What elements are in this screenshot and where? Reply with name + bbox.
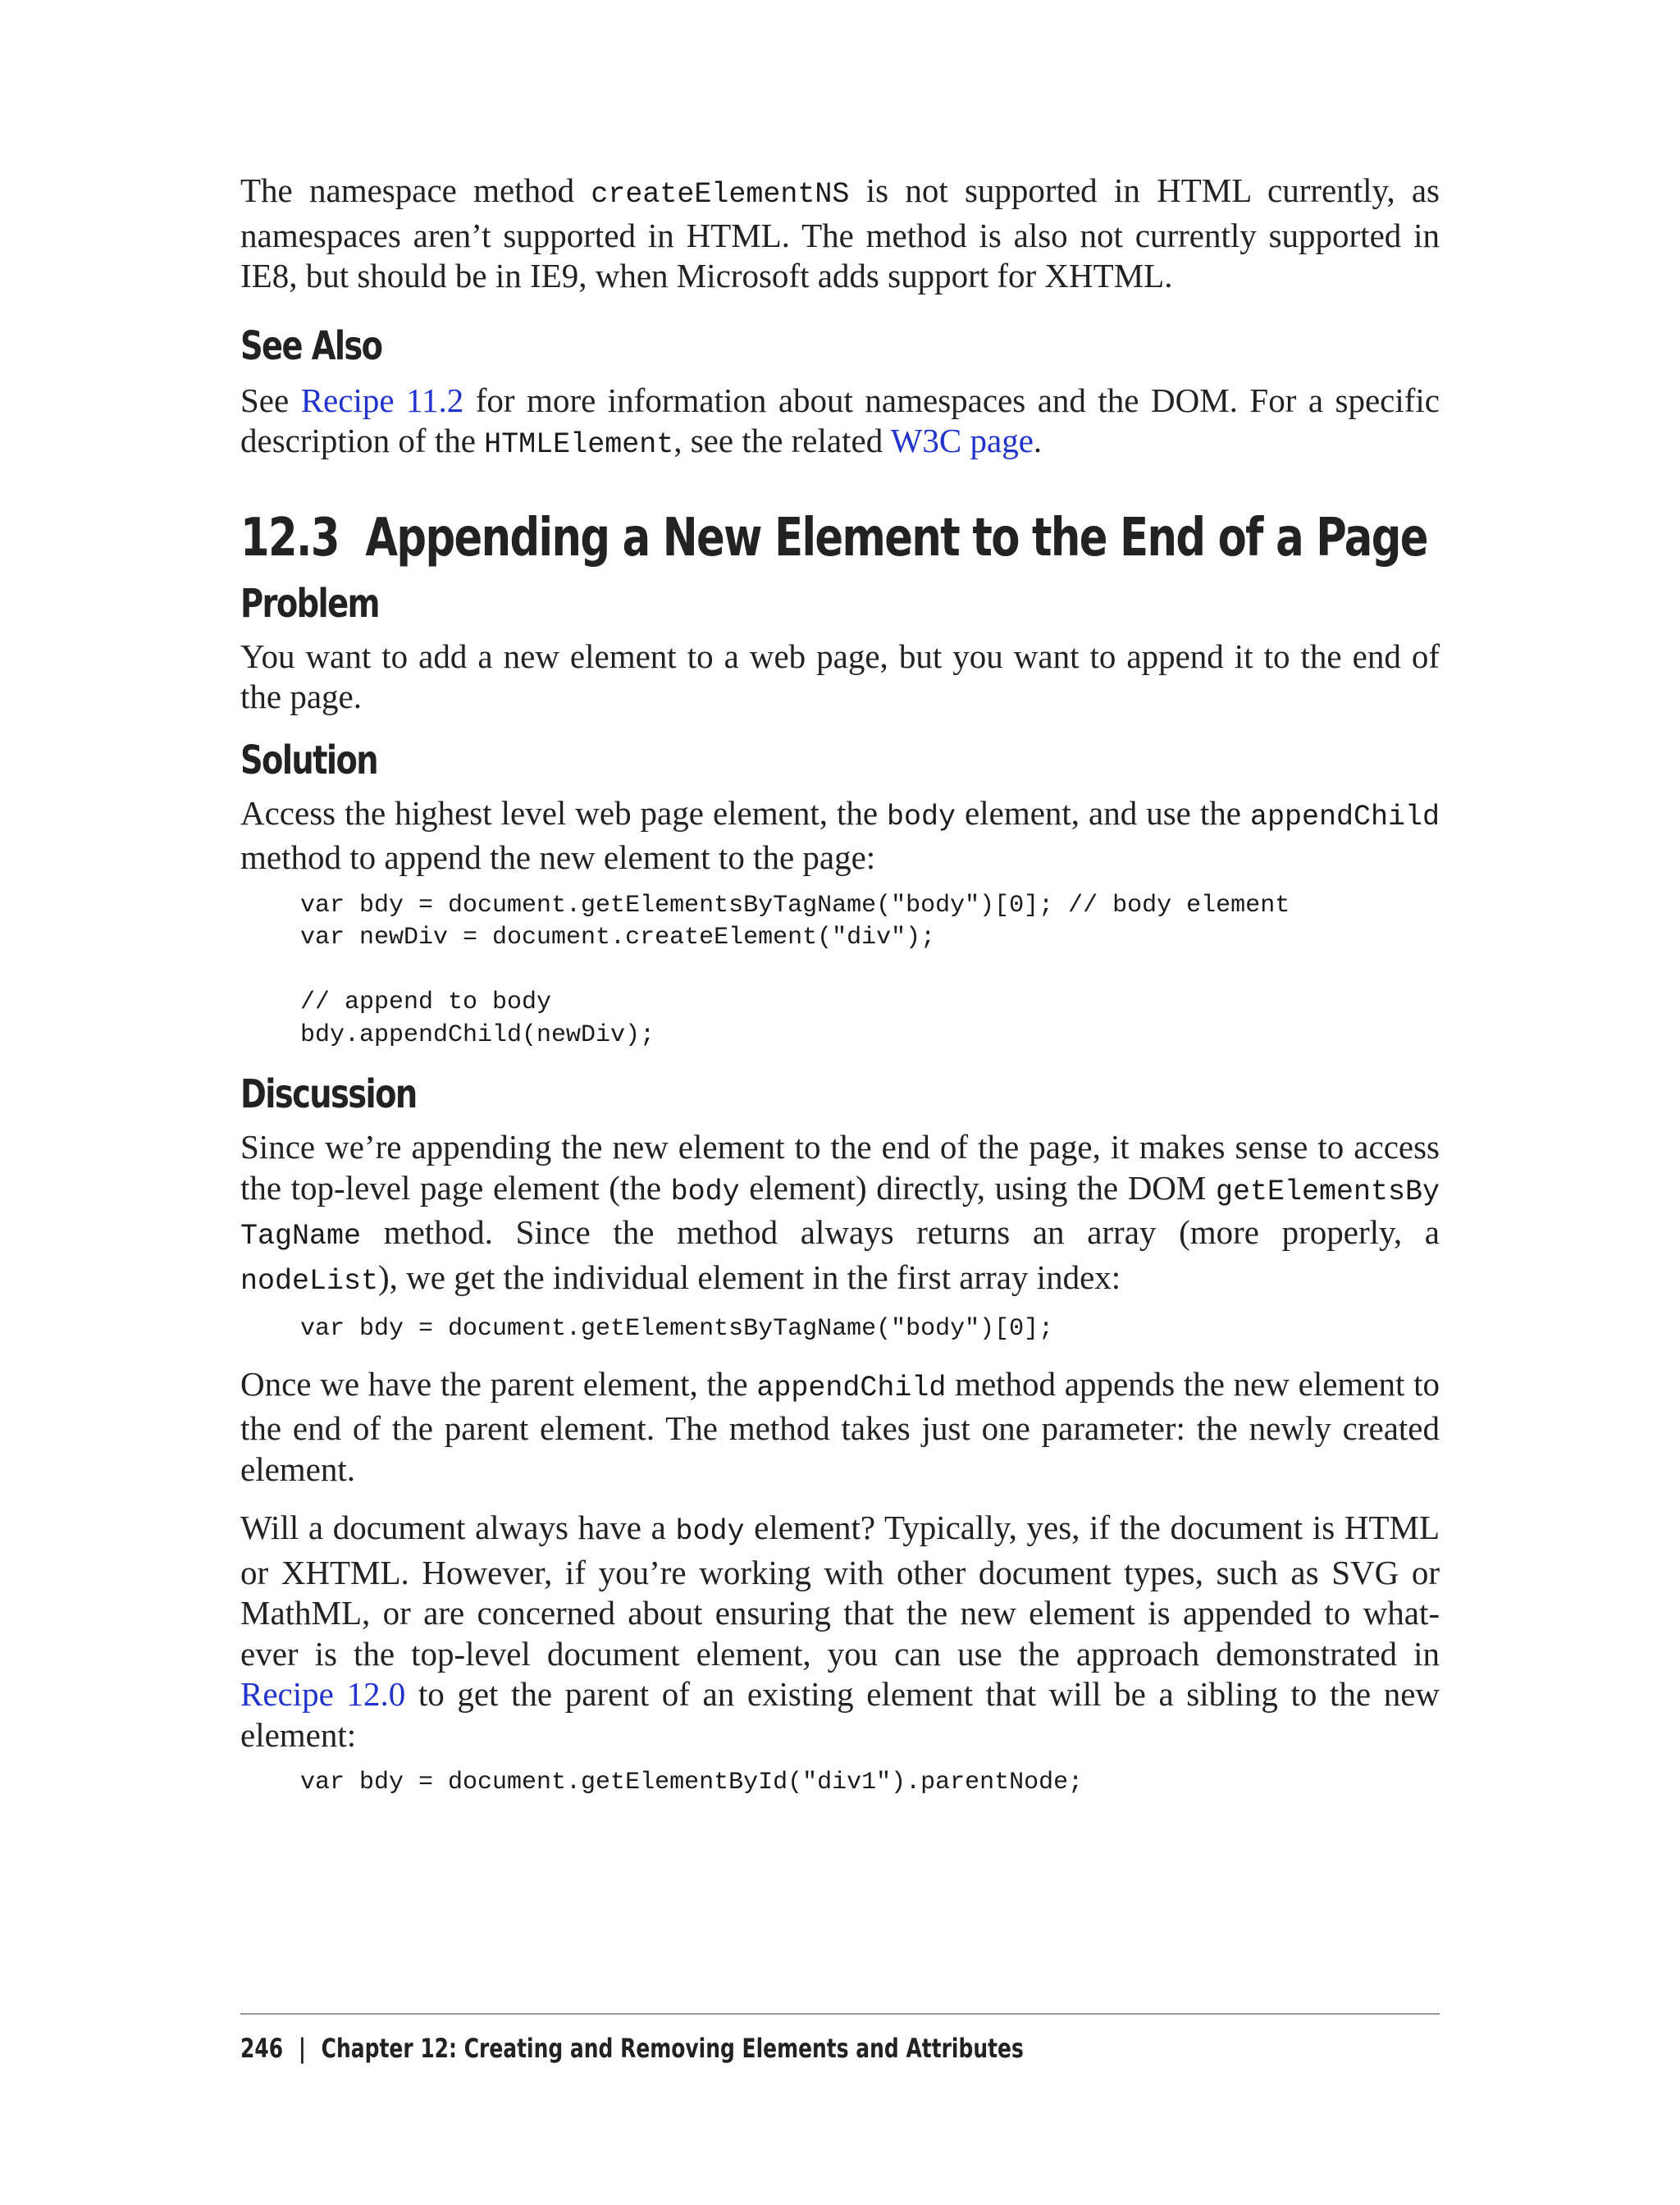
discussion-paragraph-2: Once we have the parent element, the appendChild method appends the new element to the end of the parent element. The method takes just one parameter: the newly created element. [240, 1364, 1440, 1488]
inline-code: nodeList [240, 1264, 379, 1298]
discussion-code-block-2: var bdy = document.getElementById("div1").parentNode; [300, 1769, 1084, 1796]
inline-code: body [887, 800, 956, 833]
chapter-title: Chapter 12: Creating and Removing Elements and Attributes [321, 2033, 1024, 2064]
discussion-code-block-1: var bdy = document.getElementsByTagName("body")[0]; [300, 1315, 1054, 1343]
page-content [240, 171, 1440, 1800]
problem-heading: Problem [240, 580, 379, 627]
footer-text [240, 2033, 1176, 2064]
discussion-heading: Discussion [240, 1071, 417, 1117]
inline-code: appendChild [756, 1371, 947, 1404]
discussion-paragraph-1: Since we’re appending the new element to the end of the page, it makes sense to access the top-level page element (the body element) directly, using the DOM getElementsBy TagName method. Since the method always returns an array (more properly, a nodeList), we get the individual element in the first array index: [240, 1128, 1440, 1298]
footer-separator: | [298, 2033, 306, 2064]
section-title: 12.3 Appending a New Element to the End of a Page [240, 507, 1427, 568]
intro-paragraph: The namespace method createElementNS is not supported in HTML currently, as namespaces aren’t supported in HTML. The method is also not currently supported in IE8, but should be in IE9, when Microsoft adds support for XHTML. [240, 171, 1440, 294]
see-also-paragraph: See Recipe 11.2 for more information about namespaces and the DOM. For a specific description of the HTMLElement, see the related W3C page. [240, 381, 1440, 461]
discussion-paragraph-3: Will a document always have a body element? Typically, yes, if the document is HTML or XHTML. However, if you’re working with other document types, such as SVG or MathML, or are concerned about ensuring that the new element is appended to what‐ever is the top-level document element, you can use the approach demonstrated in Recipe 12.0 to get the parent of an existing element that will be a sibling to the new element: [240, 1509, 1440, 1754]
recipe-12-0-link[interactable]: Recipe 12.0 [240, 1675, 406, 1713]
inline-code: body [670, 1175, 740, 1208]
solution-heading: Solution [240, 737, 377, 783]
inline-code: HTMLElement [484, 428, 674, 461]
page-number: 246 [240, 2033, 284, 2064]
solution-code-block: var bdy = document.getElementsByTagName("body")[0]; // body element var newDiv = document.createElement("div"); // append to body bdy.appendChild(newDiv); [300, 891, 1290, 1049]
page-footer [240, 2013, 1440, 2064]
see-also-heading: See Also [240, 322, 382, 369]
inline-code: body [675, 1515, 745, 1548]
inline-code: getElementsBy TagName [240, 1175, 1440, 1253]
recipe-11-2-link[interactable]: Recipe 11.2 [300, 381, 464, 419]
problem-paragraph: You want to add a new element to a web page, but you want to append it to the end of the page. [240, 637, 1440, 715]
solution-paragraph: Access the highest level web page element, the body element, and use the appendChild method to append the new element to the page: [240, 793, 1440, 876]
inline-code: createElementNS [591, 178, 850, 211]
inline-code: appendChild [1249, 800, 1440, 833]
w3c-page-link[interactable]: W3C page [890, 422, 1034, 459]
